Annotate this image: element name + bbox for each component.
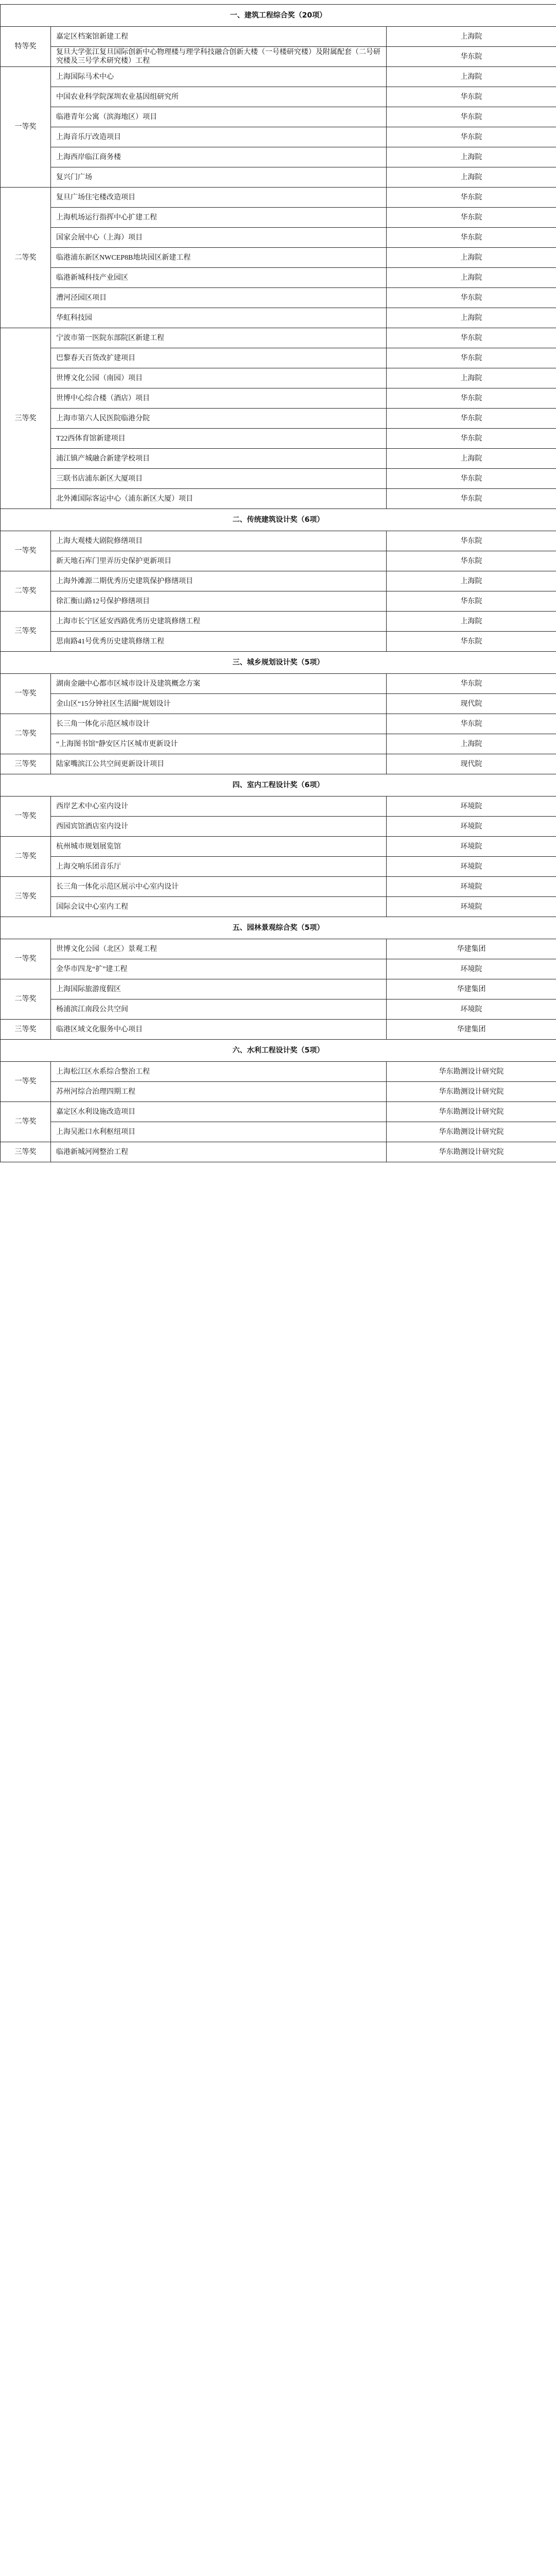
award-row [1, 107, 556, 127]
project-title: 临港浦东新区NWCEP8B地块园区新建工程 [51, 248, 387, 268]
design-unit: 环境院 [387, 796, 556, 817]
section-header-row [1, 652, 556, 674]
award-grade: 一等奖 [1, 531, 51, 571]
award-row [1, 999, 556, 1020]
award-row [1, 1142, 556, 1162]
design-unit: 华东院 [387, 429, 556, 449]
design-unit: 华东院 [387, 107, 556, 127]
design-unit: 华东院 [387, 489, 556, 509]
award-row [1, 308, 556, 328]
design-unit: 华东院 [387, 531, 556, 551]
award-row [1, 348, 556, 368]
project-title: 嘉定区档案馆新建工程 [51, 27, 387, 47]
award-document [0, 0, 556, 1162]
design-unit: 华建集团 [387, 1020, 556, 1040]
design-unit: 华东院 [387, 469, 556, 489]
project-title: 临港新城河网整治工程 [51, 1142, 387, 1162]
project-title: 金山区“15分钟社区生活圈”规划设计 [51, 694, 387, 714]
project-title: 复旦广场住宅楼改造项目 [51, 188, 387, 208]
award-row [1, 188, 556, 208]
award-row [1, 714, 556, 734]
design-unit: 上海院 [387, 248, 556, 268]
project-title: 上海机场运行指挥中心扩建工程 [51, 208, 387, 228]
project-title: 上海交响乐团音乐厅 [51, 857, 387, 877]
award-grade: 三等奖 [1, 1020, 51, 1040]
design-unit: 上海院 [387, 571, 556, 591]
design-unit: 华东院 [387, 328, 556, 348]
design-unit: 华东勘测设计研究院 [387, 1062, 556, 1082]
award-row [1, 1020, 556, 1040]
section-title: 四、室内工程设计奖（6项） [1, 774, 556, 796]
award-row [1, 734, 556, 754]
award-row [1, 469, 556, 489]
design-unit: 华东院 [387, 591, 556, 612]
design-unit: 华东勘测设计研究院 [387, 1102, 556, 1122]
award-row [1, 328, 556, 348]
design-unit: 环境院 [387, 959, 556, 979]
project-title: 临港青年公寓（滨海地区）项目 [51, 107, 387, 127]
award-row [1, 612, 556, 632]
project-title: 世博中心综合楼（酒店）项目 [51, 388, 387, 409]
design-unit: 华东院 [387, 674, 556, 694]
project-title: 上海市第六人民医院临港分院 [51, 409, 387, 429]
award-grade: 一等奖 [1, 674, 51, 714]
project-title: T22西体育馆新建项目 [51, 429, 387, 449]
project-title: 陆家嘴滨江公共空间更新设计项目 [51, 754, 387, 774]
award-row [1, 1082, 556, 1102]
design-unit: 华东院 [387, 388, 556, 409]
project-title: 巴黎春天百货改扩建项目 [51, 348, 387, 368]
project-title: 中国农业科学院深圳农业基因组研究所 [51, 87, 387, 107]
project-title: 华虹科技园 [51, 308, 387, 328]
project-title: 上海松江区水系综合整治工程 [51, 1062, 387, 1082]
award-row [1, 27, 556, 47]
project-title: 上海市长宁区延安西路优秀历史建筑修缮工程 [51, 612, 387, 632]
award-table [0, 4, 556, 1162]
project-title: 上海国际马术中心 [51, 67, 387, 87]
design-unit: 上海院 [387, 268, 556, 288]
project-title: “上海图书馆”静安区片区城市更新设计 [51, 734, 387, 754]
section-header-row [1, 509, 556, 531]
project-title: 长三角一体化示范区展示中心室内设计 [51, 877, 387, 897]
award-grade: 三等奖 [1, 877, 51, 917]
award-grade: 特等奖 [1, 27, 51, 67]
award-row [1, 1122, 556, 1142]
award-row [1, 67, 556, 87]
award-grade: 二等奖 [1, 571, 51, 612]
design-unit: 上海院 [387, 67, 556, 87]
project-title: 北外滩国际客运中心（浦东新区大厦）项目 [51, 489, 387, 509]
award-grade: 三等奖 [1, 754, 51, 774]
project-title: 浦江镇产城融合新建学校项目 [51, 449, 387, 469]
project-title: 三联书店浦东新区大厦项目 [51, 469, 387, 489]
award-row [1, 939, 556, 959]
design-unit: 华东院 [387, 288, 556, 308]
project-title: 世博文化公园（南园）项目 [51, 368, 387, 388]
project-title: 复旦大学张江复旦国际创新中心物理楼与理学科技融合创新大楼（一号楼研究楼）及附属配套（二号研究楼及三号学术研究楼）工程 [51, 47, 387, 67]
award-row [1, 288, 556, 308]
design-unit: 上海院 [387, 368, 556, 388]
award-row [1, 368, 556, 388]
award-row [1, 248, 556, 268]
award-row [1, 796, 556, 817]
project-title: 新天地石库门里弄历史保护更新项目 [51, 551, 387, 571]
award-row [1, 147, 556, 167]
award-row [1, 127, 556, 147]
design-unit: 华东院 [387, 208, 556, 228]
section-title: 二、传统建筑设计奖（6项） [1, 509, 556, 531]
section-header-row [1, 917, 556, 939]
project-title: 宁波市第一医院东部院区新建工程 [51, 328, 387, 348]
design-unit: 环境院 [387, 857, 556, 877]
award-row [1, 877, 556, 897]
award-grade: 三等奖 [1, 1142, 51, 1162]
project-title: 杭州城市规划展览馆 [51, 837, 387, 857]
award-row [1, 268, 556, 288]
section-header-row [1, 5, 556, 27]
design-unit: 华东院 [387, 551, 556, 571]
design-unit: 华建集团 [387, 979, 556, 999]
award-grade: 三等奖 [1, 328, 51, 509]
design-unit: 现代院 [387, 754, 556, 774]
section-title: 一、建筑工程综合奖（20项） [1, 5, 556, 27]
award-grade: 一等奖 [1, 796, 51, 837]
award-grade: 三等奖 [1, 612, 51, 652]
award-grade: 一等奖 [1, 939, 51, 979]
project-title: 长三角一体化示范区城市设计 [51, 714, 387, 734]
design-unit: 华东勘测设计研究院 [387, 1082, 556, 1102]
design-unit: 环境院 [387, 897, 556, 917]
award-row [1, 87, 556, 107]
design-unit: 华东院 [387, 632, 556, 652]
award-row [1, 817, 556, 837]
award-row [1, 897, 556, 917]
award-table-body [1, 5, 556, 1162]
project-title: 复兴门广场 [51, 167, 387, 188]
award-row [1, 1062, 556, 1082]
design-unit: 环境院 [387, 837, 556, 857]
section-title: 五、园林景观综合奖（5项） [1, 917, 556, 939]
design-unit: 华东院 [387, 228, 556, 248]
design-unit: 上海院 [387, 612, 556, 632]
award-row [1, 388, 556, 409]
award-row [1, 449, 556, 469]
award-grade: 二等奖 [1, 837, 51, 877]
award-row [1, 837, 556, 857]
award-row [1, 47, 556, 67]
design-unit: 华东勘测设计研究院 [387, 1122, 556, 1142]
design-unit: 华建集团 [387, 939, 556, 959]
project-title: 世博文化公园（北区）景观工程 [51, 939, 387, 959]
project-title: 湖南金融中心都市区城市设计及建筑概念方案 [51, 674, 387, 694]
project-title: 上海西岸临江商务楼 [51, 147, 387, 167]
award-grade: 一等奖 [1, 67, 51, 188]
project-title: 上海大观楼大剧院修缮项目 [51, 531, 387, 551]
design-unit: 上海院 [387, 734, 556, 754]
award-row [1, 228, 556, 248]
award-row [1, 531, 556, 551]
project-title: 上海外滩源二期优秀历史建筑保护修缮项目 [51, 571, 387, 591]
design-unit: 华东院 [387, 47, 556, 67]
award-row [1, 591, 556, 612]
award-row [1, 754, 556, 774]
award-grade: 二等奖 [1, 188, 51, 328]
design-unit: 上海院 [387, 308, 556, 328]
award-row [1, 1102, 556, 1122]
project-title: 上海吴淞口水利枢纽项目 [51, 1122, 387, 1142]
award-row [1, 429, 556, 449]
design-unit: 华东院 [387, 87, 556, 107]
project-title: 思南路41号优秀历史建筑修缮工程 [51, 632, 387, 652]
award-row [1, 409, 556, 429]
award-row [1, 632, 556, 652]
award-row [1, 959, 556, 979]
project-title: 西园宾馆酒店室内设计 [51, 817, 387, 837]
design-unit: 华东院 [387, 188, 556, 208]
section-title: 三、城乡规划设计奖（5项） [1, 652, 556, 674]
project-title: 徐汇衡山路12号保护修缮项目 [51, 591, 387, 612]
award-row [1, 694, 556, 714]
award-row [1, 571, 556, 591]
award-grade: 二等奖 [1, 714, 51, 754]
design-unit: 华东院 [387, 409, 556, 429]
award-row [1, 551, 556, 571]
design-unit: 现代院 [387, 694, 556, 714]
award-row [1, 489, 556, 509]
project-title: 西岸艺术中心室内设计 [51, 796, 387, 817]
award-row [1, 857, 556, 877]
award-grade: 二等奖 [1, 1102, 51, 1142]
project-title: 临港区域文化服务中心项目 [51, 1020, 387, 1040]
design-unit: 华东院 [387, 127, 556, 147]
project-title: 金华市四龙“扩”建工程 [51, 959, 387, 979]
design-unit: 环境院 [387, 817, 556, 837]
award-row [1, 208, 556, 228]
design-unit: 上海院 [387, 147, 556, 167]
design-unit: 华东勘测设计研究院 [387, 1142, 556, 1162]
project-title: 临港新城科技产业园区 [51, 268, 387, 288]
project-title: 上海音乐厅改造项目 [51, 127, 387, 147]
section-title: 六、水利工程设计奖（5项） [1, 1040, 556, 1062]
award-row [1, 674, 556, 694]
section-header-row [1, 774, 556, 796]
project-title: 苏州河综合治理四期工程 [51, 1082, 387, 1102]
design-unit: 上海院 [387, 27, 556, 47]
project-title: 国家会展中心（上海）项目 [51, 228, 387, 248]
design-unit: 上海院 [387, 449, 556, 469]
design-unit: 上海院 [387, 167, 556, 188]
design-unit: 华东院 [387, 714, 556, 734]
award-grade: 二等奖 [1, 979, 51, 1020]
design-unit: 华东院 [387, 348, 556, 368]
project-title: 嘉定区水利设施改造项目 [51, 1102, 387, 1122]
section-header-row [1, 1040, 556, 1062]
design-unit: 环境院 [387, 877, 556, 897]
project-title: 漕河泾园区项目 [51, 288, 387, 308]
award-row [1, 167, 556, 188]
project-title: 国际会议中心室内工程 [51, 897, 387, 917]
award-grade: 一等奖 [1, 1062, 51, 1102]
project-title: 杨浦滨江南段公共空间 [51, 999, 387, 1020]
project-title: 上海国际旅游度假区 [51, 979, 387, 999]
award-row [1, 979, 556, 999]
design-unit: 环境院 [387, 999, 556, 1020]
